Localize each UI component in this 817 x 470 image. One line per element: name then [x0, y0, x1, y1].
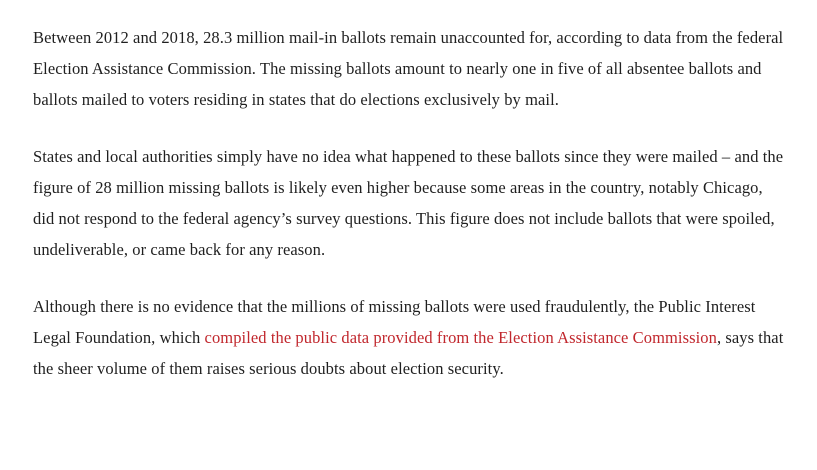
- paragraph-1: Between 2012 and 2018, 28.3 million mail-in ballots remain unaccounted for, according to data from the federal Election Assistance Commission. The missing ballots amount to nearly one in five of all absentee ballots and ballots mailed to voters residing in states that do elections exclusively by mail.: [33, 28, 784, 109]
- paragraph-2: States and local authorities simply have no idea what happened to these ballots since they were mailed – and the figure of 28 million missing ballots is likely even higher because some areas in the country, notably Chicago, did not respond to the federal agency’s survey questions. This figure does not include ballots that were spoiled, undeliverable, or came back for any reason.: [33, 147, 784, 259]
- paragraph-3-tail: , says that the sheer volume of them raises serious doubts about election security.: [33, 328, 784, 378]
- election-assistance-commission-link[interactable]: compiled the public data provided from the Election Assistance Commission: [204, 328, 717, 347]
- paragraph-3: [33, 291, 784, 384]
- paragraph-3-lead: Although there is no evidence that the millions of missing ballots were used fraudulently, the Public Interest Legal Foundation, which: [33, 297, 756, 347]
